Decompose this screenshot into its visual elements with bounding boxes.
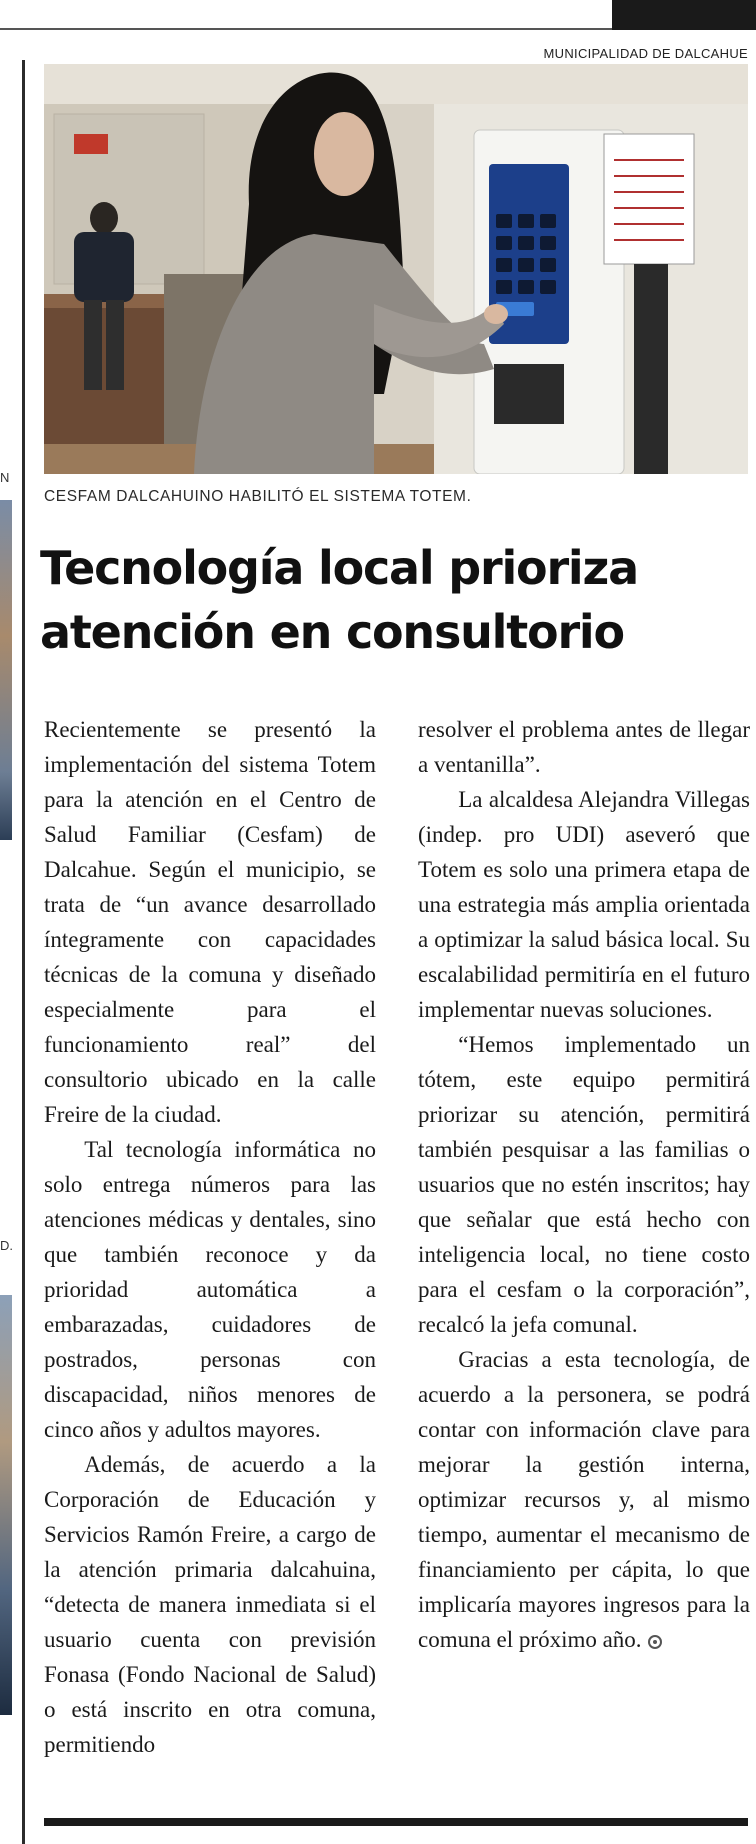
bottom-rule (44, 1818, 748, 1826)
paragraph: Además, de acuerdo a la Corporación de Educación y Servicios Ramón Freire, a cargo de la atención primaria dalcahuina, “detecta de manera inmediata si el usuario cuenta con previsión Fonasa (Fondo Nacional de Salud) o está inscrito en otra comuna, permitiendo (44, 1452, 376, 1757)
article-headline: Tecnología local prioriza atención en consultorio (40, 541, 638, 659)
adjacent-photo-strip (0, 500, 12, 840)
adjacent-photo-strip (0, 1295, 12, 1715)
end-of-article-icon (648, 1635, 662, 1649)
edge-fragment: D. (0, 1238, 13, 1253)
article-column-left (44, 712, 376, 1762)
paragraph: “Hemos implementado un tótem, este equipo permitirá priorizar su atención, permitirá también pesquisar a las familias o usuarios que no estén inscritos; hay que señalar que está hecho con inteligencia local, no tiene costo para el cesfam o la corporación”, recalcó la jefa comunal. (418, 1032, 750, 1337)
top-black-block (612, 0, 756, 30)
paragraph: Recientemente se presentó la implementación del sistema Totem para la atención en el Centro de Salud Familiar (Cesfam) de Dalcahue. Según el municipio, se trata de “un avance desarrollado íntegramente con capacidades técnicas de la comuna y diseñado especialmente para el funcionamiento real” del consultorio ubicado en la calle Freire de la ciudad. (44, 717, 376, 1127)
edge-fragment: N (0, 470, 10, 485)
column-divider (22, 60, 25, 1844)
top-rule (0, 28, 612, 30)
paragraph: resolver el problema antes de llegar a ventanilla”. (418, 717, 750, 777)
paragraph-text: Gracias a esta tecnología, de acuerdo a la personera, se podrá contar con información clave para mejorar la gestión interna, optimizar recursos y, al mismo tiempo, aumentar el mecanismo de financiamiento per cápita, lo que implicaría mayores ingresos para la comuna el próximo año. (418, 1347, 750, 1652)
article-photo (44, 64, 748, 474)
section-label: MUNICIPALIDAD DE DALCAHUE (543, 46, 748, 61)
paragraph: Tal tecnología informática no solo entrega números para las atenciones médicas y dentales, sino que también reconoce y da prioridad automática a embarazadas, cuidadores de postrados, personas con discapacidad, niños menores de cinco años y adultos mayores. (44, 1137, 376, 1442)
article-column-right (418, 712, 750, 1657)
photo-illustration (44, 64, 748, 474)
paragraph: La alcaldesa Alejandra Villegas (indep. pro UDI) aseveró que Totem es solo una primera etapa de una estrategia más amplia orientada a optimizar la salud básica local. Su escalabilidad permitiría en el futuro implementar nuevas soluciones. (418, 787, 750, 1022)
paragraph-last (418, 1342, 750, 1657)
photo-caption: CESFAM DALCAHUINO HABILITÓ EL SISTEMA TOTEM. (44, 488, 472, 505)
